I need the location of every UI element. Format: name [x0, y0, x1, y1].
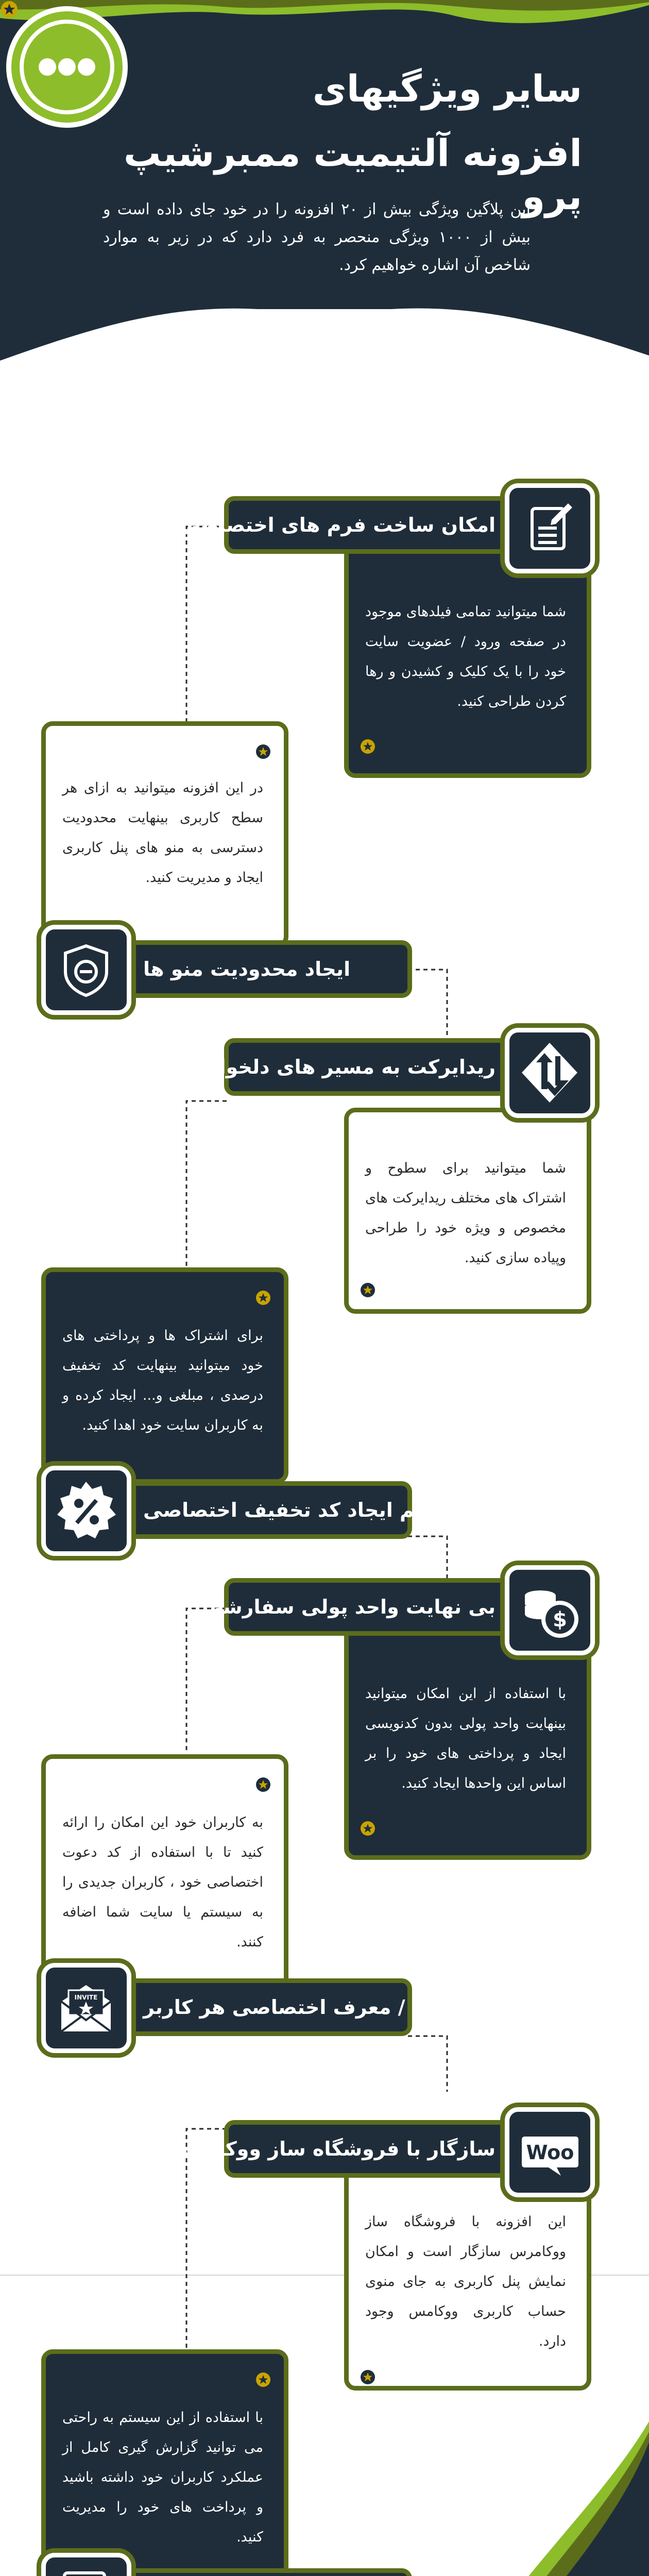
connector-line: [407, 1535, 448, 1582]
star-icon: [255, 1290, 271, 1306]
feature-desc-2: در این افزونه میتوانید به ازای هر سطح کاربری بینهایت محدودیت دسترسی به منو های پنل کاربری ایجاد و مدیریت کنید.: [62, 780, 263, 886]
report-chart-icon: [46, 2557, 127, 2576]
feature-card-6: [41, 1754, 288, 1996]
feature-desc-3: شما میتوانید برای سطوح و اشتراک های مختلف ریدایرکت های مخصوص و ویژه خود را طراحی وپیاده سازی کنید.: [365, 1160, 566, 1266]
feature-card-8: [41, 2349, 288, 2576]
star-icon: [360, 739, 375, 754]
connector-line: [407, 2035, 448, 2092]
feature-icon-box-8: [41, 2553, 131, 2576]
feature-desc-5: با استفاده از این امکان میتوانید بینهایت واحد پولی بدون کدنویسی ایجاد و پرداختی های خود را بر اساس این واحدها ایجاد کنید.: [365, 1686, 566, 1791]
restriction-shield-icon: [46, 929, 127, 1010]
woocommerce-logo-icon: [509, 2112, 590, 2193]
connector-line: [185, 1100, 227, 1275]
feature-icon-box-4: [41, 1466, 131, 1556]
currency-coins-icon: [509, 1570, 590, 1651]
connector-line: [185, 1607, 227, 1752]
discount-badge-icon: [46, 1470, 127, 1551]
star-icon: [255, 2372, 271, 2387]
star-icon: [360, 1821, 375, 1836]
feature-title-3: ریدایرکت به مسیر های دلخواه: [224, 1038, 513, 1096]
feature-title-2: ایجاد محدودیت منو ها: [126, 940, 412, 998]
feature-icon-box-1: [505, 483, 595, 573]
feature-title-8: [126, 2568, 412, 2576]
woo-label: Woo: [526, 2141, 574, 2164]
feature-desc-6: به کاربران خود این امکان را ارائه کنید تا با استفاده از کد دعوت اختصاصی خود ، کاربران جدیدی را به سیستم یا سایت شما اضافه کنند.: [62, 1815, 263, 1950]
feature-title-4: سیستم ایجاد کد تخفیف اختصاصی: [126, 1481, 412, 1539]
connector-line: [185, 2128, 227, 2360]
feature-icon-box-5: [505, 1565, 595, 1655]
more-dots-icon: [0, 0, 134, 134]
invite-envelope-icon: [46, 1968, 127, 2048]
star-icon: [255, 1777, 271, 1792]
feature-title-5: بی نهایت واحد پولی سفارشی: [224, 1578, 513, 1636]
feature-icon-box-3: [505, 1028, 595, 1118]
feature-icon-box-2: [41, 925, 131, 1015]
connector-line: [185, 526, 227, 732]
feature-desc-1: شما میتوانید تمامی فیلدهای موجود در صفحه ورود / عضویت سایت خود را با یک کلیک و کشیدن و رها کردن طراحی کنید.: [365, 604, 566, 709]
star-icon: [360, 1282, 375, 1298]
feature-title-6: کد دعوت / معرف اختصاصی هر کاربر: [126, 1978, 412, 2036]
feature-icon-box-6: [41, 1963, 131, 2053]
feature-card-2: [41, 721, 288, 948]
hero-section: [0, 0, 649, 443]
redirect-arrows-icon: [509, 1032, 590, 1113]
hero-title-line2: افزونه آلتیمیت ممبرشیپ پرو: [123, 131, 582, 218]
hero-title-line1: سایر ویژگیهای: [312, 67, 582, 110]
form-edit-icon: [509, 488, 590, 569]
star-icon: [360, 2369, 375, 2385]
invite-label: INVITE: [74, 1994, 98, 2001]
star-icon: [255, 744, 271, 759]
feature-card-3: [344, 1108, 591, 1314]
hero-intro-text: این پلاگین ویژگی بیش از ۲۰ افزونه را در خود جای داده است و بیش از ۱۰۰۰ ویژگی منحصر به فرد دارد که در زیر به موارد شاخص آن اشاره خواهیم کرد.: [103, 200, 531, 274]
svg-text:$: $: [553, 1608, 567, 1632]
feature-desc-4: برای اشتراک ها و پرداختی های خود میتوانید بینهایت کد تخفیف درصدی ، مبلغی و... ایجاد کرده و به کاربران سایت خود اهدا کنید.: [62, 1328, 263, 1433]
feature-icon-box-7: [505, 2107, 595, 2197]
feature-title-1: امکان ساخت فرم های اختصاصی: [224, 496, 513, 554]
feature-title-7: سازگار با فروشگاه ساز ووکامرس: [224, 2120, 513, 2178]
feature-desc-7: این افزونه با فروشگاه ساز ووکامرس سازگار است و امکان نمایش پنل کاربری به جای منوی حساب کاربری ووکامس وجود دارد.: [365, 2214, 566, 2349]
feature-desc-8: با استفاده از این سیستم به راحتی می توانید گزارش گیری کامل از عملکرد کاربران خود داشته باشید و پرداخت های خود را مدیریت کنید.: [62, 2410, 263, 2545]
feature-card-4: [41, 1267, 288, 1484]
